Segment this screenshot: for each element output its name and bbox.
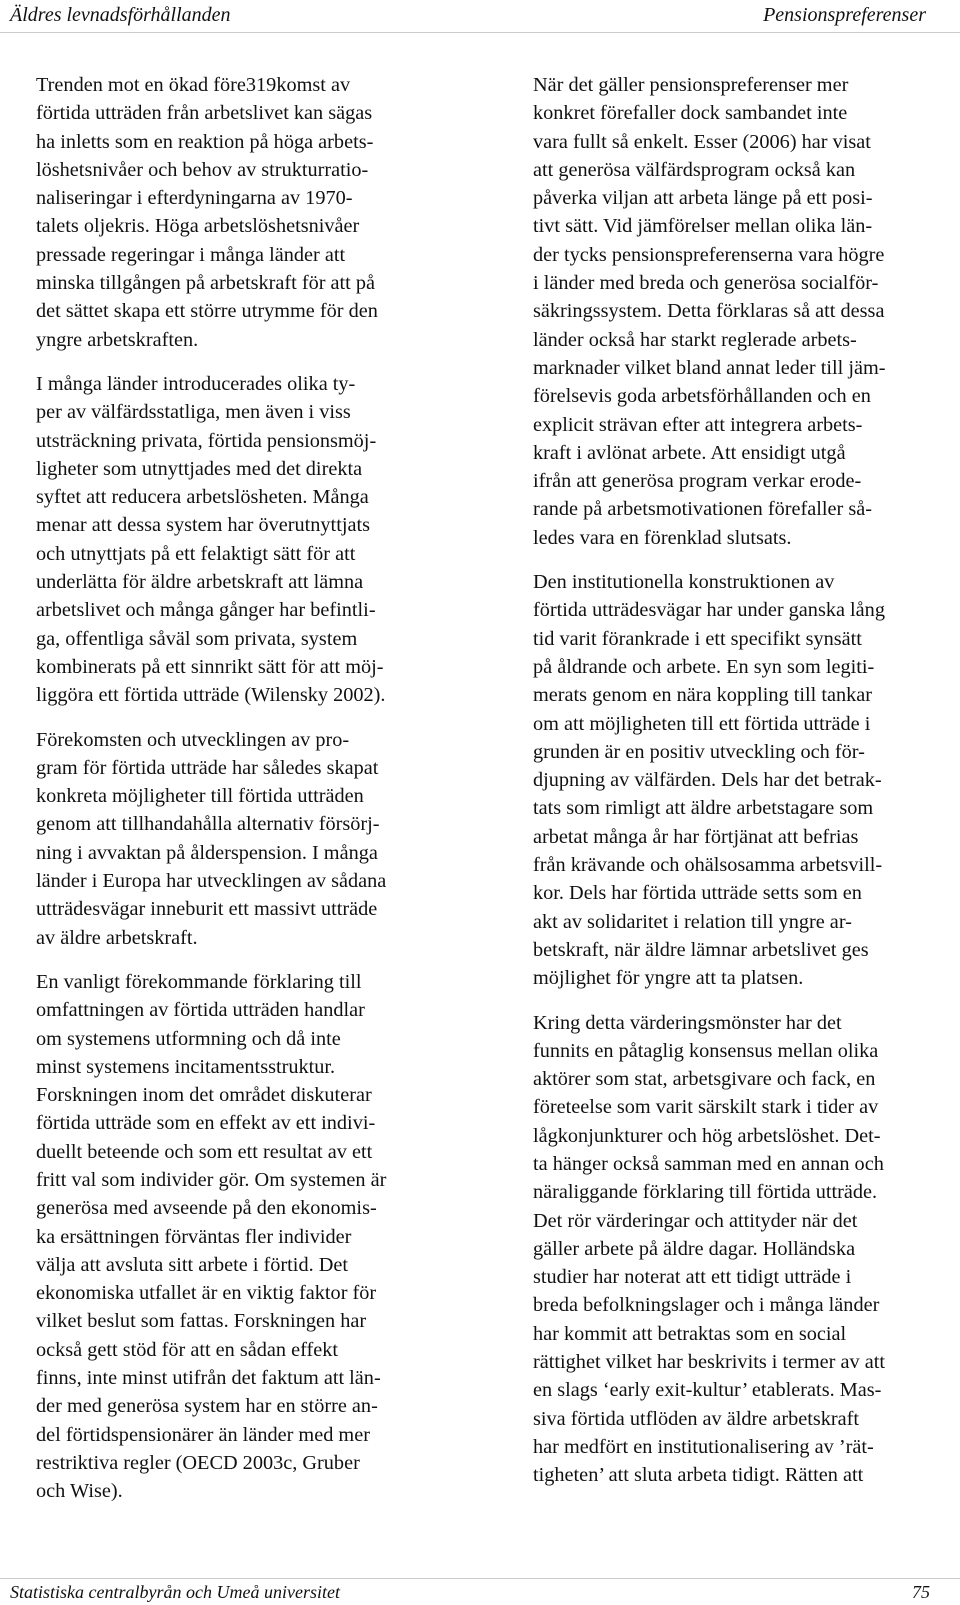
text-line: gram för förtida utträde har således skapat [36, 756, 379, 779]
text-line: förtida utträdesvägar har under ganska lång [533, 599, 885, 622]
text-line: och utnyttjats på ett felaktigt sätt för att [36, 542, 356, 565]
text-line: att generösa välfärdsprogram också kan [533, 158, 856, 181]
text-line: explicit strävan efter att integrera arbets- [533, 413, 863, 436]
text-line: aktörer som stat, arbetsgivare och fack, en [533, 1068, 876, 1091]
text-line: generösa med avseende på den ekonomis- [36, 1197, 377, 1220]
text-line: gäller arbete på äldre dagar. Holländska [533, 1237, 856, 1260]
text-line: Den institutionella konstruktionen av [533, 571, 835, 594]
text-line: vilket beslut som fattas. Forskningen har [36, 1310, 367, 1333]
text-line: om systemens utformning och då inte [36, 1027, 341, 1050]
footer-divider [0, 1578, 960, 1579]
text-line: länder också har starkt reglerade arbets- [533, 328, 857, 351]
text-line: i länder med breda och generösa socialför- [533, 272, 879, 295]
text-line: grunden är en positiv utveckling och för- [533, 740, 865, 763]
text-line: I många länder introducerades olika ty- [36, 372, 356, 395]
right-text-column [508, 71, 938, 1506]
text-line: företeelse som varit särskilt stark i tider av [533, 1096, 879, 1119]
text-line: på åldrande och arbete. En syn som legiti- [533, 655, 875, 678]
text-line: arbetat många år har förtjänat att befrias [533, 825, 859, 848]
text-line: förtida utträde som en effekt av ett indivi- [36, 1112, 376, 1135]
text-line: del förtidspensionärer än länder med mer [36, 1423, 370, 1446]
text-line: fritt val som individer gör. Om systemen är [36, 1168, 387, 1191]
text-line: funnits en påtaglig konsensus mellan olika [533, 1039, 879, 1062]
text-line: talets oljekris. Höga arbetslöshetsnivåer [36, 215, 360, 238]
text-line: liggöra ett förtida utträde (Wilensky 2002). [36, 684, 386, 707]
text-line: har kommit att betraktas som en social [533, 1322, 847, 1345]
text-line: Forskningen inom det området diskuterar [36, 1084, 372, 1107]
text-line: tid varit förankrade i ett specifikt synsätt [533, 627, 862, 650]
text-line: underlätta för äldre arbetskraft att lämna [36, 571, 364, 594]
text-line: av äldre arbetskraft. [36, 926, 198, 949]
text-line: omfattningen av förtida utträden handlar [36, 999, 365, 1022]
text-line: yngre arbetskraften. [36, 328, 199, 351]
running-header [10, 2, 950, 28]
paragraph [11, 726, 443, 952]
text-line: akt av solidaritet i relation till yngre ar- [533, 910, 852, 933]
text-line: Trenden mot en ökad före319komst av [36, 74, 351, 96]
text-line: ning i avvaktan på ålderspension. I många [36, 841, 378, 864]
text-line: pressade regeringar i många länder att [36, 243, 346, 266]
footer-publisher: Statistiska centralbyrån och Umeå universitet [10, 1582, 340, 1602]
text-line: duellt beteende och som ett resultat av ett [36, 1140, 373, 1163]
header-chapter-title: Äldres levnadsförhållanden [10, 4, 231, 26]
text-line: siva förtida utflöden av äldre arbetskraft [533, 1407, 860, 1430]
text-line: per av välfärdsstatliga, men även i viss [36, 401, 351, 424]
text-line: finns, inte minst utifrån det faktum att län- [36, 1367, 381, 1390]
text-line: ta hänger också samman med en annan och [533, 1152, 884, 1175]
paragraph [11, 370, 443, 710]
text-line: När det gäller pensionspreferenser mer [533, 74, 849, 96]
text-line: genom att tillhandahålla alternativ försörj- [36, 813, 380, 836]
paragraph [11, 71, 443, 354]
text-line: välja att avsluta sitt arbete i förtid. Det [36, 1253, 349, 1276]
text-line: minst systemens incitamentsstruktur. [36, 1055, 336, 1078]
text-line: arbetslivet och många gånger har befintli- [36, 599, 376, 622]
text-line: vara fullt så enkelt. Esser (2006) har visat [533, 130, 871, 153]
paragraph [508, 1009, 938, 1490]
text-line: merats genom en nära koppling till tankar [533, 684, 873, 707]
page-number: 75 [912, 1582, 930, 1602]
text-line: Det rör värderingar och attityder när det [533, 1209, 858, 1232]
text-line: lågkonjunkturer och hög arbetslöshet. Det- [533, 1124, 881, 1147]
text-line: har medfört en institutionalisering av ’rät- [533, 1435, 874, 1458]
header-section-title: Pensionspreferenser [763, 4, 926, 26]
text-line: konkret förefaller dock sambandet inte [533, 102, 848, 125]
text-line: utträdesvägar inneburit ett massivt utträde [36, 898, 378, 921]
text-line: det sättet skapa ett större utrymme för den [36, 300, 378, 323]
text-line: marknader vilket bland annat leder till jäm- [533, 356, 886, 379]
text-line: Förekomsten och utvecklingen av pro- [36, 728, 350, 751]
text-line: der med generösa system har en större an- [36, 1395, 378, 1418]
page-footer [10, 1580, 950, 1604]
text-line: säkringssystem. Detta förklaras så att dessa [533, 300, 885, 323]
text-line: der tycks pensionspreferenserna vara högre [533, 243, 885, 266]
text-line: syftet att reducera arbetslösheten. Många [36, 486, 369, 509]
paragraph [508, 568, 938, 992]
text-line: påverka viljan att arbeta länge på ett posi- [533, 187, 873, 210]
text-line: breda befolkningslager och i många länder [533, 1294, 880, 1317]
text-line: tivt sätt. Vid jämförelser mellan olika län- [533, 215, 873, 238]
text-line: restriktiva regler (OECD 2003c, Gruber [36, 1451, 360, 1474]
paragraph [11, 968, 443, 1506]
text-line: kraft i avlönat arbete. Att ensidigt utgå [533, 441, 846, 464]
text-line: menar att dessa system har överutnyttjats [36, 514, 370, 537]
text-line: näraliggande förklaring till förtida utträde. [533, 1181, 878, 1204]
text-line: rande på arbetsmotivationen förefaller så- [533, 498, 872, 521]
text-line: tigheten’ att sluta arbeta tidigt. Rätten att [533, 1464, 864, 1487]
text-line: ligheter som utnyttjades med det direkta [36, 457, 363, 480]
text-line: kor. Dels har förtida utträde setts som en [533, 882, 862, 905]
text-line: ekonomiska utfallet är en viktig faktor för [36, 1282, 377, 1305]
text-line: kombinerats på ett sinnrikt sätt för att möj- [36, 655, 384, 678]
text-line: minska tillgången på arbetskraft för att på [36, 272, 376, 295]
text-line: ledes vara en förenklad slutsats. [533, 526, 792, 549]
text-line: löshetsnivåer och behov av strukturratio- [36, 158, 369, 181]
text-line: betskraft, när äldre lämnar arbetslivet ges [533, 938, 869, 961]
text-line: ifrån att generösa program verkar erode- [533, 470, 862, 493]
text-line: konkreta möjligheter till förtida utträden [36, 785, 364, 808]
text-line: ka ersättningen förväntas fler individer [36, 1225, 352, 1248]
text-line: ha inletts som en reaktion på höga arbets- [36, 130, 374, 153]
text-line: ga, offentliga såväl som privata, system [36, 627, 358, 650]
paragraph [508, 71, 938, 552]
text-line: också gett stöd för att en sådan effekt [36, 1338, 339, 1361]
text-line: naliseringar i efterdyningarna av 1970- [36, 187, 353, 210]
text-line: möjlighet för yngre att ta platsen. [533, 967, 804, 990]
text-line: en slags ‘early exit-kultur’ etablerats. Mas- [533, 1379, 882, 1402]
text-line: rättighet vilket har beskrivits i termer av att [533, 1351, 885, 1374]
text-line: En vanligt förekommande förklaring till [36, 970, 362, 993]
left-text-column [11, 71, 443, 1522]
text-line: djupning av välfärden. Dels har det betrak- [533, 769, 882, 792]
text-line: från krävande och ohälsosamma arbetsvill- [533, 854, 883, 877]
text-line: utsträckning privata, förtida pensionsmöj- [36, 429, 377, 452]
text-line: Kring detta värderingsmönster har det [533, 1011, 842, 1034]
header-divider [0, 32, 960, 33]
text-line: och Wise). [36, 1480, 123, 1503]
text-line: studier har noterat att ett tidigt utträde i [533, 1266, 852, 1289]
text-line: om att möjligheten till ett förtida utträde i [533, 712, 871, 735]
text-line: tats som rimligt att äldre arbetstagare som [533, 797, 874, 820]
text-line: förtida utträden från arbetslivet kan sägas [36, 102, 373, 125]
text-line: förelsevis goda arbetsförhållanden och en [533, 385, 871, 408]
text-line: länder i Europa har utvecklingen av sådana [36, 870, 387, 893]
